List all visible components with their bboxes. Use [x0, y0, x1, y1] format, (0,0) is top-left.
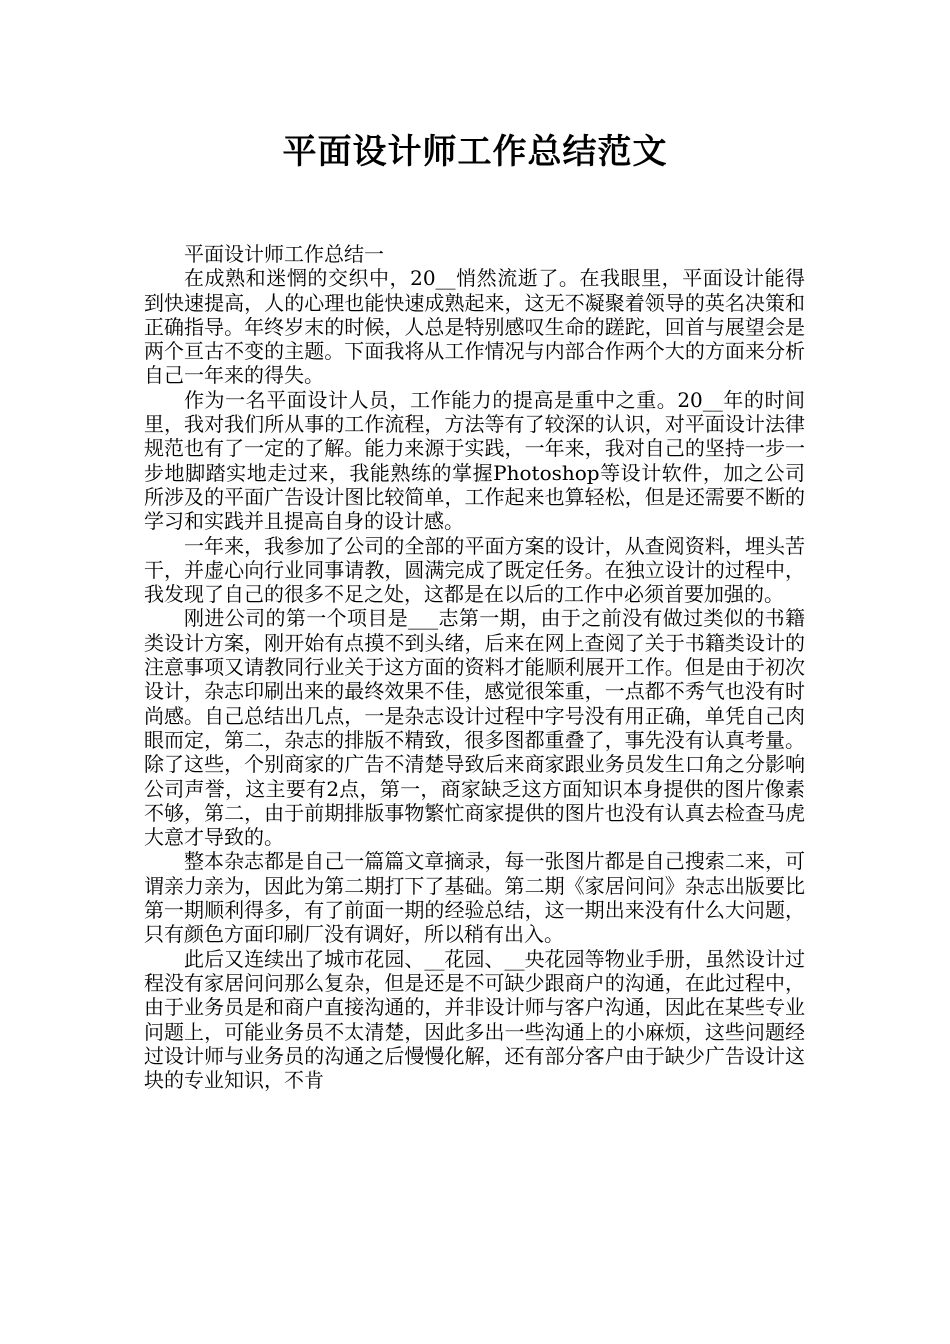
paragraph-3: 一年来，我参加了公司的全部的平面方案的设计，从查阅资料，埋头苦干，并虚心向行业同事请教，圆满完成了既定任务。在独立设计的过程中，我发现了自己的很多不足之处，这都是在以后的工作中必须首要加强的。: [144, 533, 805, 607]
paragraph-4: 刚进公司的第一个项目是___志第一期，由于之前没有做过类似的书籍类设计方案，刚开始有点摸不到头绪，后来在网上查阅了关于书籍类设计的注意事项又请教同行业关于这方面的资料才能顺利展开工作。但是由于初次设计，杂志印刷出来的最终效果不佳，感觉很笨重，一点都不秀气也没有时尚感。自己总结出几点，一是杂志设计过程中字号没有用正确，单凭自己肉眼而定，第二，杂志的排版不精致，很多图都重叠了，事先没有认真考量。除了这些，个别商家的广告不清楚导致后来商家跟业务员发生口角之分影响公司声誉，这主要有2点，第一，商家缺乏这方面知识本身提供的图片像素不够，第二，由于前期排版事物繁忙商家提供的图片也没有认真去检查马虎大意才导致的。: [144, 606, 805, 850]
section-heading: 平面设计师工作总结一: [184, 242, 384, 266]
document-body: [144, 242, 805, 1092]
paragraph-6: 此后又连续出了城市花园、__花园、__央花园等物业手册，虽然设计过程没有家居问问那么复杂，但是还是不可缺少跟商户的沟通，在此过程中，由于业务员是和商户直接沟通的，并非设计师与客户沟通，因此在某些专业问题上，可能业务员不太清楚，因此多出一些沟通上的小麻烦，这些问题经过设计师与业务员的沟通之后慢慢化解，还有部分客户由于缺少广告设计这块的专业知识，不肯: [144, 946, 805, 1093]
document-title: 平面设计师工作总结范文: [282, 132, 668, 172]
paragraph-5: 整本杂志都是自己一篇篇文章摘录，每一张图片都是自己搜索二来，可谓亲力亲为，因此为第二期打下了基础。第二期《家居问问》杂志出版要比第一期顺利得多，有了前面一期的经验总结，这一期出来没有什么大问题，只有颜色方面印刷厂没有调好，所以稍有出入。: [144, 849, 805, 947]
paragraph-2: 作为一名平面设计人员，工作能力的提高是重中之重。20__年的时间里，我对我们所从事的工作流程，方法等有了较深的认识，对平面设计法律规范也有了一定的了解。能力来源于实践，一年来，我对自己的坚持一步一步地脚踏实地走过来，我能熟练的掌握Photoshop等设计软件，加之公司所涉及的平面广告设计图比较简单，工作起来也算轻松，但是还需要不断的学习和实践并且提高自身的设计感。: [144, 387, 805, 534]
paragraph-1: 在成熟和迷惘的交织中，20__悄然流逝了。在我眼里，平面设计能得到快速提高，人的心理也能快速成熟起来，这无不凝聚着领导的英名决策和正确指导。年终岁末的时候，人总是特别感叹生命的蹉跎，回首与展望会是两个亘古不变的主题。下面我将从工作情况与内部合作两个大的方面来分析自己一年来的得失。: [144, 266, 805, 388]
